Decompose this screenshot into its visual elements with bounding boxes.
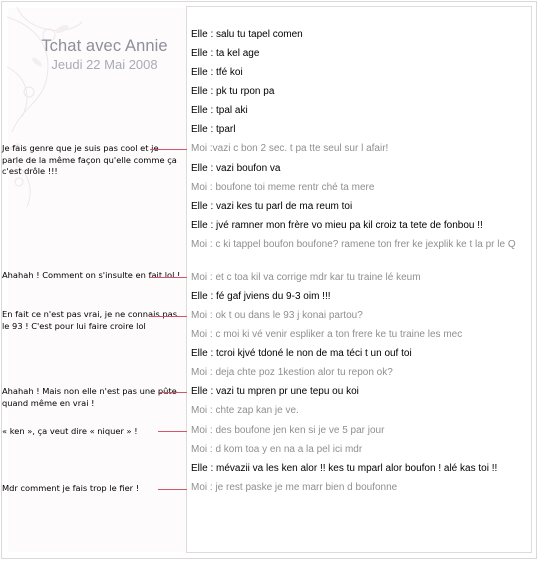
chat-message: Moi : boufone toi meme rentr ché ta mere bbox=[191, 182, 375, 193]
annotation-pointer bbox=[158, 392, 187, 393]
annotation-note: Je fais genre que je suis pas cool et je parle de la même façon qu'elle comme ça c'est drôle !!! bbox=[2, 143, 177, 176]
chat-message: Elle : vazi kes tu parl de ma reum toi bbox=[191, 201, 353, 212]
chat-message: Moi : ok t ou dans le 93 j konai partou? bbox=[191, 310, 363, 321]
annotation-note: « ken », ça veut dire « niquer » ! bbox=[2, 426, 138, 436]
chat-message: Elle : jvé ramner mon frère vo mieu pa kil croiz ta tete de fonbou !! bbox=[191, 220, 483, 231]
annotation-note: En fait ce n'est pas vrai, je ne connais pas le 93 ! C'est pour lui faire croire lol bbox=[2, 309, 178, 331]
header bbox=[22, 37, 187, 72]
annotation-note: Mdr comment je fais trop le fier ! bbox=[2, 483, 140, 493]
annotation-pointer bbox=[158, 489, 187, 490]
chat-message: Moi : deja chte poz 1kestion alor tu repon ok? bbox=[191, 367, 393, 378]
chat-message: Moi : c ki tappel boufon boufone? ramene ton frer ke jexplik ke t la pr le Q bbox=[191, 239, 516, 250]
chat-message: Moi : des boufone jen ken si je ve 5 par jour bbox=[191, 425, 385, 436]
chat-message: Elle : ta kel age bbox=[191, 48, 260, 59]
chat-message: Elle : salu tu tapel comen bbox=[191, 29, 303, 40]
annotation-note: Ahahah ! Comment on s'insulte en fait lol ! bbox=[2, 270, 181, 280]
annotation-pointer bbox=[150, 149, 187, 150]
chat-message: Elle : tcroi kjvé tdoné le non de ma téci t un ouf toi bbox=[191, 348, 412, 359]
chat-log-panel bbox=[186, 6, 532, 553]
chat-message: Elle : vazi boufon va bbox=[191, 163, 281, 174]
annotation-pointer bbox=[150, 316, 187, 317]
chat-message: Moi : et c toa kil va corrige mdr kar tu traine lé keum bbox=[191, 272, 421, 283]
chat-message: Elle : mévazii va les ken alor !! kes tu mparl alor boufon ! alé kas toi !! bbox=[191, 463, 498, 474]
chat-message: Moi : je rest paske je me marr bien d boufonne bbox=[191, 482, 398, 493]
chat-message: Elle : vazi tu mpren pr une tepu ou koi bbox=[191, 386, 359, 397]
page-date: Jeudi 22 Mai 2008 bbox=[51, 57, 158, 72]
page-title: Tchat avec Annie bbox=[41, 37, 168, 55]
chat-message: Moi : chte zap kan je ve. bbox=[191, 405, 299, 416]
chat-message: Moi : c moi ki vé venir espliker a ton frere ke tu traine les mec bbox=[191, 329, 463, 340]
annotation-note: Ahahah ! Mais non elle n'est pas une pûte quand même en vrai ! bbox=[2, 386, 177, 408]
chat-message: Elle : tpal aki bbox=[191, 105, 248, 116]
chat-message: Elle : pk tu rpon pa bbox=[191, 86, 275, 97]
annotation-pointer bbox=[150, 277, 187, 278]
annotation-pointer bbox=[158, 431, 187, 432]
chat-message: Moi :vazi c bon 2 sec. t pa tte seul sur l afair! bbox=[191, 143, 389, 154]
chat-message: Elle : tparl bbox=[191, 124, 236, 135]
chat-message: Elle : fé gaf jviens du 9-3 oim !!! bbox=[191, 291, 331, 302]
chat-message: Elle : tfé koi bbox=[191, 67, 243, 78]
chat-message: Moi : d kom toa y en na a la pel ici mdr bbox=[191, 444, 363, 455]
